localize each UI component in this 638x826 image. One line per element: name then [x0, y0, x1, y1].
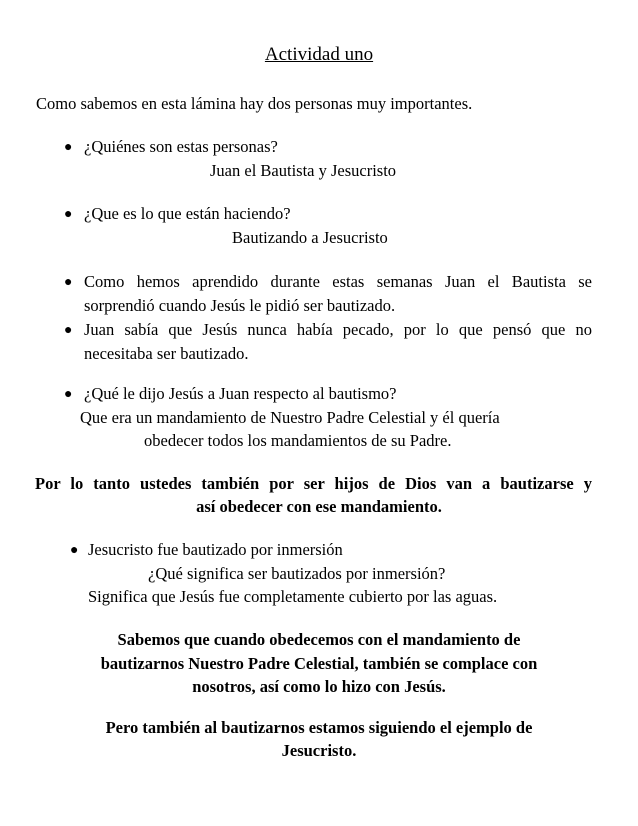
question-3: ¿Qué le dijo Jesús a Juan respecto al bautismo? — [84, 384, 397, 403]
conclusion-2-line-3: nosotros, así como lo hizo con Jesús. — [192, 677, 446, 696]
conclusion-2-line-1: Sabemos que cuando obedecemos con el mandamiento de — [117, 630, 521, 649]
answer-4: Significa que Jesús fue completamente cubierto por las aguas. — [88, 587, 498, 606]
answer-2: Bautizando a Jesucristo — [232, 228, 388, 247]
bullet-icon: ● — [64, 323, 73, 338]
bullet-icon: ● — [64, 140, 73, 155]
conclusion-1-line-2: así obedecer con ese mandamiento. — [196, 497, 442, 516]
bullet-icon: ● — [64, 275, 73, 290]
answer-1: Juan el Bautista y Jesucristo — [210, 161, 397, 180]
paragraph-1-line-2: sorprendió cuando Jesús le pidió ser bautizado. — [84, 296, 396, 315]
paragraph-2-line-2: necesitaba ser bautizado. — [84, 344, 249, 363]
bullet-icon: ● — [64, 387, 73, 402]
intro-text: Como sabemos en esta lámina hay dos personas muy importantes. — [36, 94, 473, 113]
paragraph-1-line-1: Como hemos aprendido durante estas semanas Juan el Bautista se — [84, 272, 592, 291]
page-title: Actividad uno — [264, 44, 374, 65]
bullet-icon: ● — [64, 207, 73, 222]
question-1: ¿Quiénes son estas personas? — [84, 137, 278, 156]
statement-4: Jesucristo fue bautizado por inmersión — [88, 540, 343, 559]
question-2: ¿Que es lo que están haciendo? — [84, 204, 291, 223]
conclusion-3-line-1: Pero también al bautizarnos estamos siguiendo el ejemplo de — [105, 718, 533, 737]
question-4: ¿Qué significa ser bautizados por inmersión? — [148, 564, 446, 583]
conclusion-2-line-2: bautizarnos Nuestro Padre Celestial, también se complace con — [100, 654, 538, 673]
answer-3-line-1: Que era un mandamiento de Nuestro Padre Celestial y él quería — [80, 408, 500, 427]
answer-3-line-2: obedecer todos los mandamientos de su Padre. — [144, 431, 452, 450]
conclusion-1-line-1: Por lo tanto ustedes también por ser hijos de Dios van a bautizarse y — [35, 474, 592, 493]
bullet-icon: ● — [70, 543, 79, 558]
conclusion-3-line-2: Jesucristo. — [281, 741, 357, 760]
paragraph-2-line-1: Juan sabía que Jesús nunca había pecado, por lo que pensó que no — [84, 320, 592, 339]
